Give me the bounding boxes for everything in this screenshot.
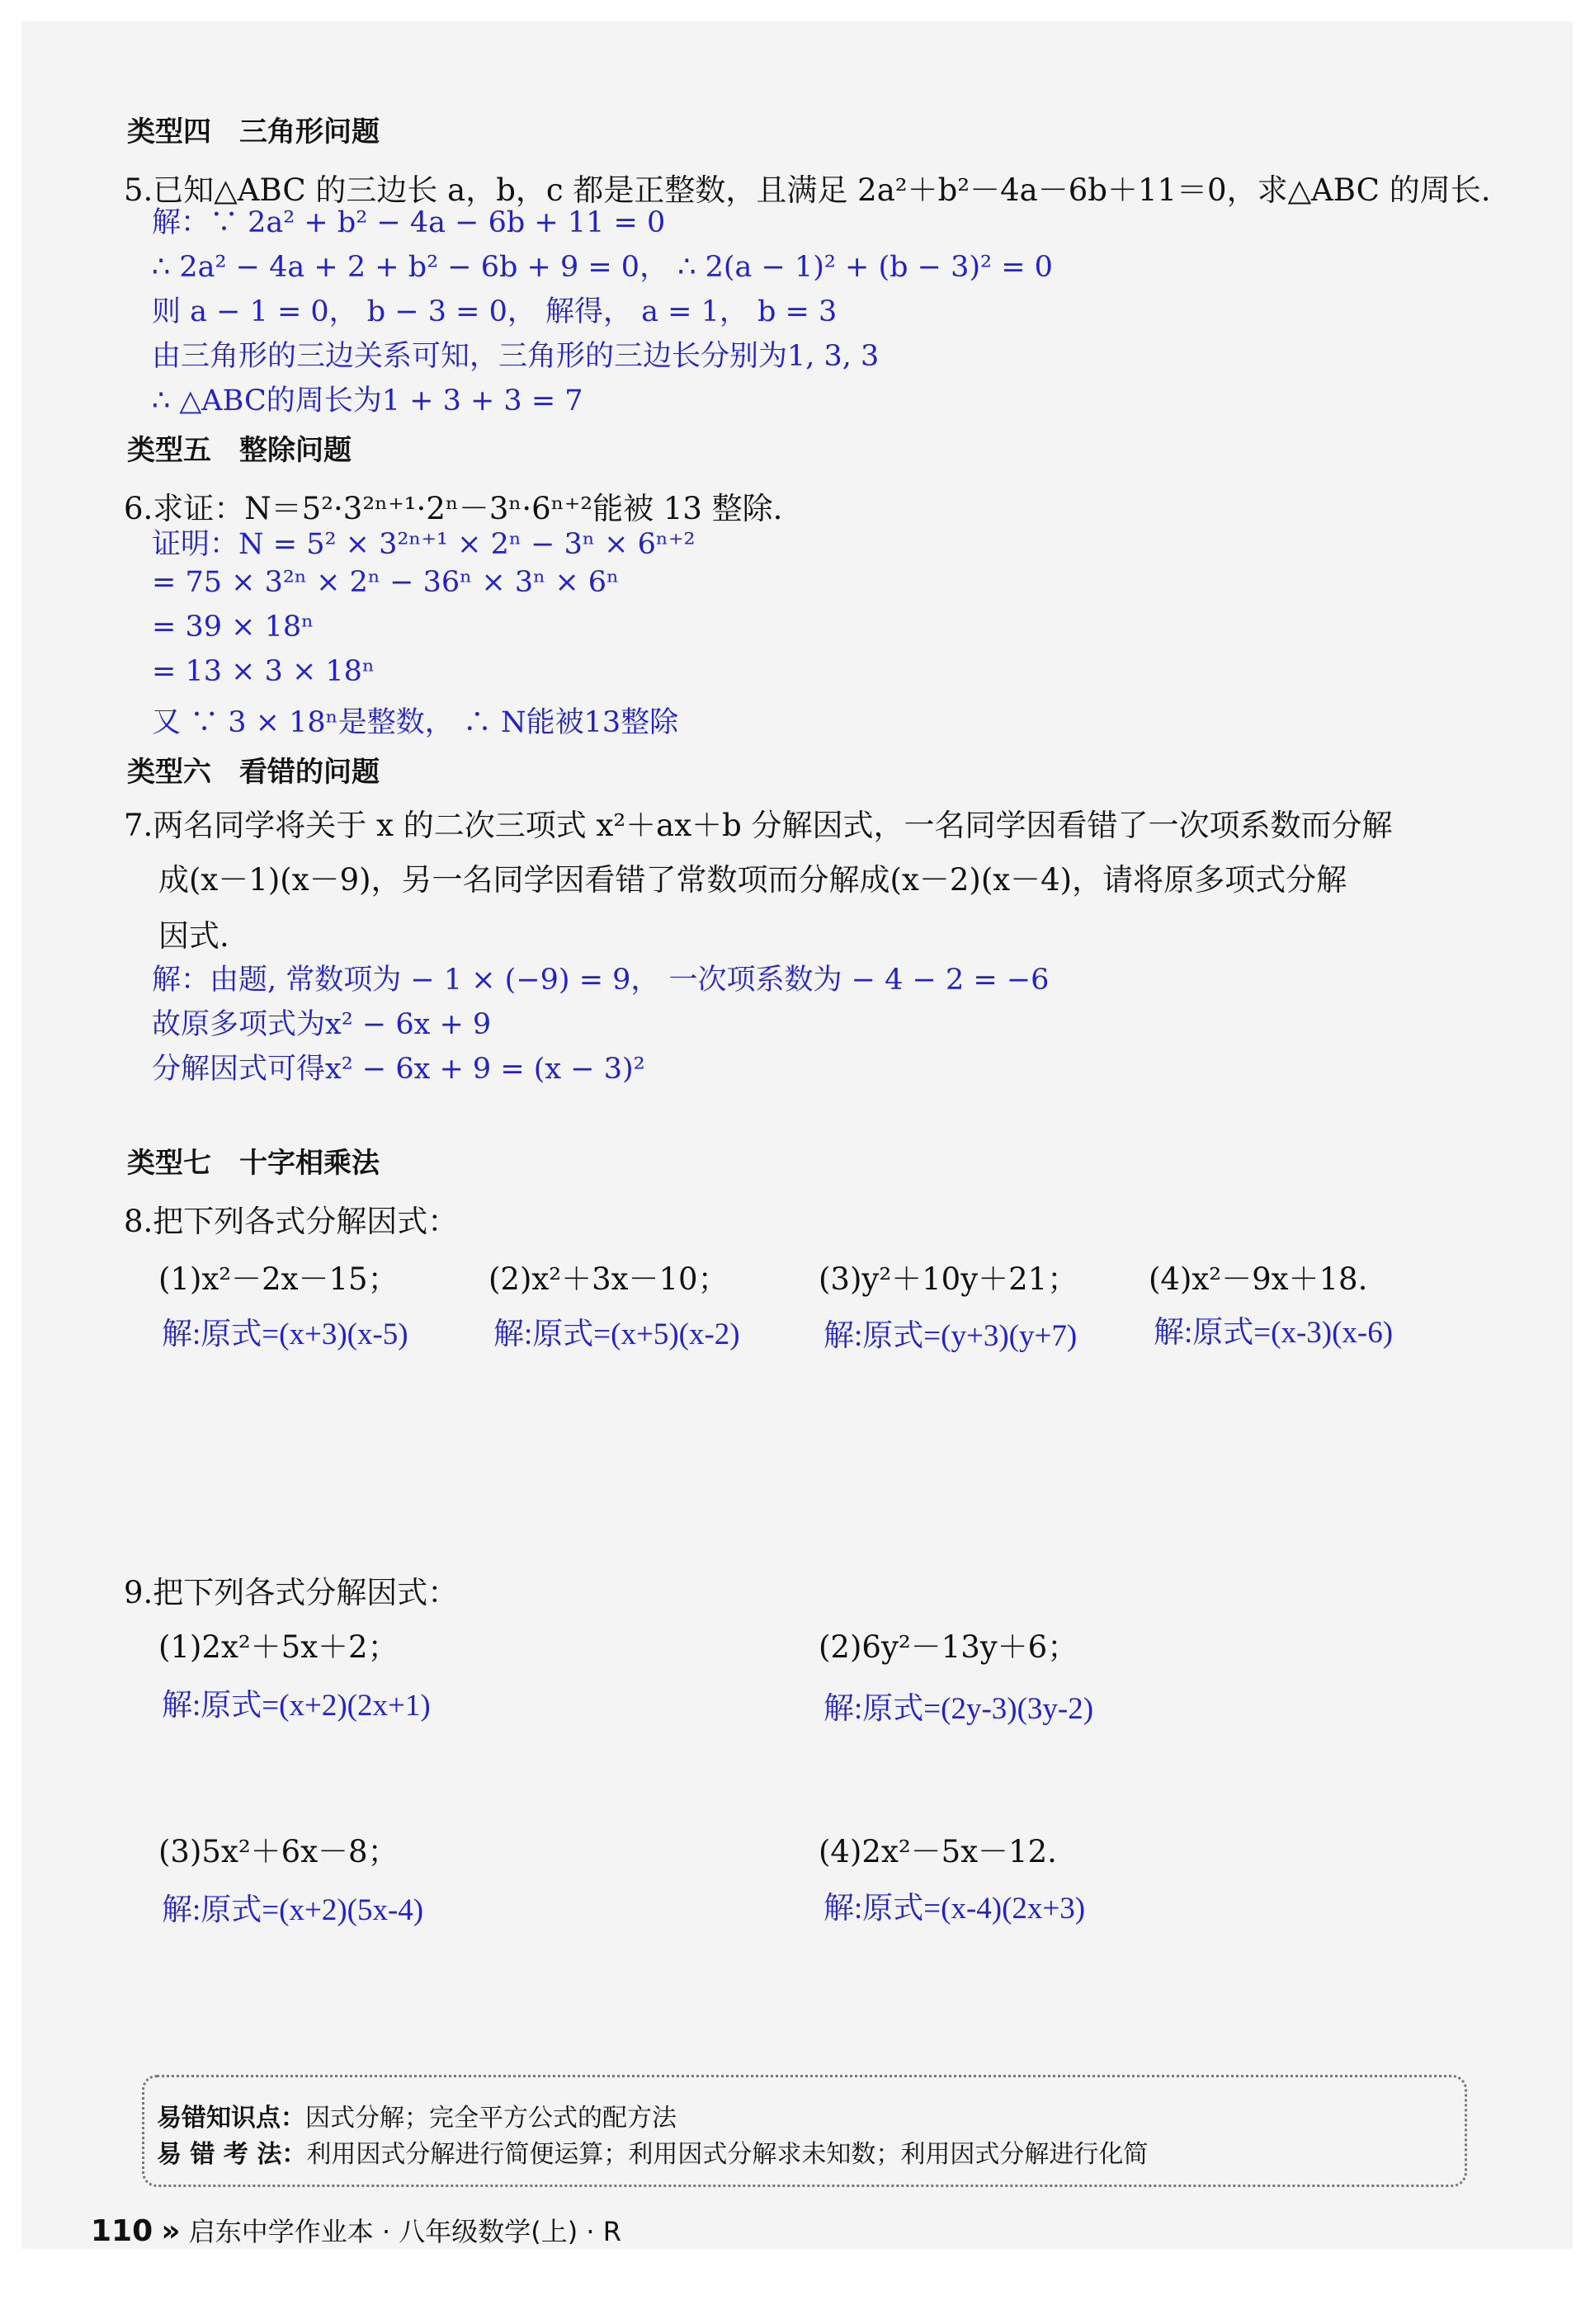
answer-9-part3: 解:原式=(x+2)(5x-4)	[162, 1893, 424, 1927]
tip-line-1	[157, 2097, 677, 2133]
section-heading-type7: 类型七 十字相乘法	[127, 1147, 380, 1180]
answer-7-line2: 故原多项式为x² − 6x + 9	[152, 1008, 492, 1041]
double-chevron-icon: »	[161, 2214, 181, 2248]
answer-9-part2: 解:原式=(2y-3)(3y-2)	[823, 1692, 1094, 1726]
answer-8-part4: 解:原式=(x-3)(x-6)	[1154, 1316, 1394, 1350]
answer-5-line5: ∴ △ABC的周长为1 + 3 + 3 = 7	[152, 384, 583, 417]
answer-6-line2: = 75 × 3²ⁿ × 2ⁿ − 36ⁿ × 3ⁿ × 6ⁿ	[152, 566, 620, 599]
question-8-part2: (2)x²＋3x－10；	[488, 1261, 729, 1297]
answer-5-line1: 解：∵ 2a² + b² − 4a − 6b + 11 = 0	[152, 206, 666, 239]
section-heading-type4: 类型四 三角形问题	[127, 115, 380, 148]
question-8-part4: (4)x²－9x＋18.	[1149, 1261, 1368, 1297]
answer-8-part2: 解:原式=(x+5)(x-2)	[493, 1318, 740, 1351]
answer-9-part4: 解:原式=(x-4)(2x+3)	[823, 1892, 1086, 1926]
question-7-line3: 因式.	[158, 918, 229, 954]
question-9-part4: (4)2x²－5x－12.	[819, 1834, 1057, 1869]
question-9: 9.把下列各式分解因式：	[124, 1575, 459, 1610]
answer-7-line1: 解：由题, 常数项为 − 1 × (−9) = 9， 一次项系数为 − 4 − 2 = −6	[152, 964, 1050, 997]
question-8: 8.把下列各式分解因式：	[124, 1204, 459, 1239]
question-9-part2: (2)6y²－13y＋6；	[819, 1629, 1078, 1665]
book-title: 启东中学作业本 · 八年级数学(上) · R	[188, 2216, 622, 2247]
answer-6-line3: = 39 × 18ⁿ	[152, 610, 314, 643]
page-number: 110	[91, 2214, 153, 2248]
page-footer	[91, 2211, 621, 2249]
answer-5-line4: 由三角形的三边关系可知，三角形的三边长分别为1, 3, 3	[152, 340, 880, 373]
section-heading-type5: 类型五 整除问题	[127, 434, 352, 467]
answer-7-line3: 分解因式可得x² − 6x + 9 = (x − 3)²	[152, 1053, 645, 1086]
question-7-line2: 成(x－1)(x－9)，另一名同学因看错了常数项而分解成(x－2)(x－4)，请将原多项式分解	[158, 862, 1347, 898]
question-5: 5.已知△ABC 的三边长 a，b，c 都是正整数，且满足 2a²＋b²－4a－6b＋11＝0，求△ABC 的周长.	[124, 172, 1491, 208]
tip-text-methods: 利用因式分解进行简便运算；利用因式分解求未知数；利用因式分解进行化简	[306, 2140, 1149, 2169]
question-8-part3: (3)y²＋10y＋21；	[819, 1261, 1078, 1297]
question-9-part3: (3)5x²＋6x－8；	[158, 1834, 399, 1869]
answer-5-line3: 则 a − 1 = 0， b − 3 = 0， 解得， a = 1， b = 3	[152, 295, 838, 328]
tip-label-knowledge: 易错知识点：	[157, 2104, 305, 2133]
answer-6-line1: 证明：N = 5² × 3²ⁿ⁺¹ × 2ⁿ − 3ⁿ × 6ⁿ⁺²	[152, 528, 696, 561]
question-9-part1: (1)2x²＋5x＋2；	[158, 1629, 399, 1665]
answer-6-line4: = 13 × 3 × 18ⁿ	[152, 655, 375, 688]
answer-6-line5: 又 ∵ 3 × 18ⁿ是整数， ∴ N能被13整除	[152, 706, 679, 739]
answer-5-line2: ∴ 2a² − 4a + 2 + b² − 6b + 9 = 0， ∴ 2(a − 1)² + (b − 3)² = 0	[152, 251, 1053, 284]
question-7-line1: 7.两名同学将关于 x 的二次三项式 x²＋ax＋b 分解因式，一名同学因看错了一次项系数而分解	[124, 808, 1393, 843]
tip-label-methods: 易 错 考 法：	[157, 2140, 307, 2169]
tip-line-2	[157, 2133, 1148, 2170]
section-heading-type6: 类型六 看错的问题	[127, 756, 380, 789]
answer-9-part1: 解:原式=(x+2)(2x+1)	[162, 1689, 431, 1723]
tip-text-knowledge: 因式分解；完全平方公式的配方法	[305, 2104, 677, 2133]
answer-8-part3: 解:原式=(y+3)(y+7)	[823, 1319, 1078, 1353]
question-8-part1: (1)x²－2x－15；	[158, 1261, 399, 1297]
answer-8-part1: 解:原式=(x+3)(x-5)	[162, 1318, 408, 1351]
question-6: 6.求证：N＝5²·3²ⁿ⁺¹·2ⁿ－3ⁿ·6ⁿ⁺²能被 13 整除.	[124, 491, 783, 526]
